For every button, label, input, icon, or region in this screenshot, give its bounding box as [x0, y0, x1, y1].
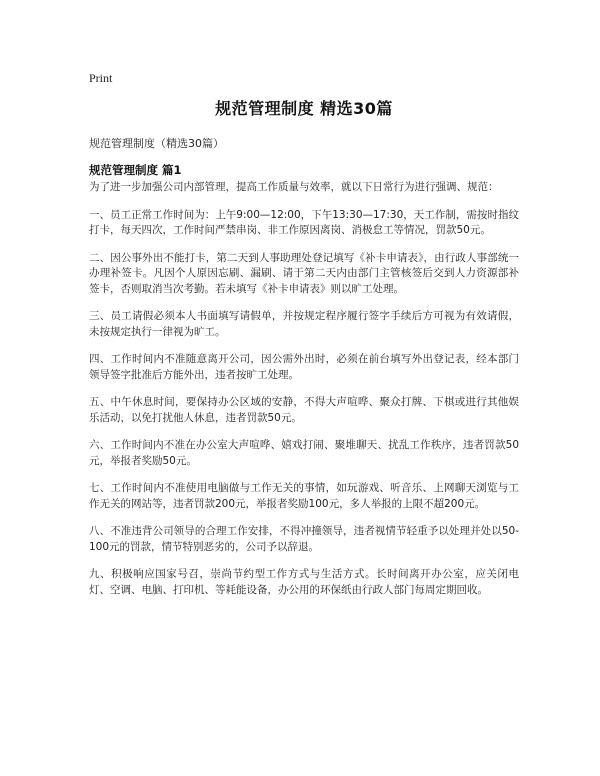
- paragraph-rule-5: 五、中午休息时间，要保持办公区域的安静，不得大声喧哗、聚众打牌、下棋或进行其他娱乐活动，以免打扰他人休息，违者罚款50元。: [89, 396, 519, 424]
- document-body: [89, 180, 519, 610]
- section-heading: 规范管理制度 篇1: [89, 163, 182, 177]
- paragraph-rule-8: 八、不准违背公司领导的合理工作安排，不得冲撞领导，违者视情节轻重予以处理并处以50-100元的罚款，情节特别恶劣的，公司予以辞退。: [89, 525, 519, 553]
- document-subtitle: 规范管理制度（精选30篇）: [89, 137, 224, 150]
- paragraph-rule-1: 一、员工正常工作时间为：上午9:00—12:00，下午13:30—17:30，天工作制，需按时指纹打卡，每天四次，工作时间严禁串岗、非工作原因离岗、消极怠工等情况，罚款50元。: [89, 208, 519, 236]
- paragraph-rule-6: 六、工作时间内不准在办公室大声喧哗、嬉戏打闹、聚堆聊天、扰乱工作秩序，违者罚款50元，举报者奖励50元。: [89, 439, 519, 467]
- paragraph-rule-9: 九、积极响应国家号召，崇尚节约型工作方式与生活方式。长时间离开办公室，应关闭电灯、空调、电脑、打印机、等耗能设备，办公用的环保纸由行政人部门每周定期回收。: [89, 568, 519, 596]
- paragraph-rule-2: 二、因公事外出不能打卡，第二天到人事助理处登记填写《补卡申请表》，由行政人事部统一办理补签卡。凡因个人原因忘刷、漏刷、请于第二天内由部门主管核签后交到人力资源部补签卡，否则取消当次考勤。若未填写《补卡申请表》则以旷工处理。: [89, 251, 519, 295]
- paragraph-rule-3: 三、员工请假必须本人书面填写请假单，并按规定程序履行签字手续后方可视为有效请假，未按规定执行一律视为旷工。: [89, 310, 519, 338]
- document-title: 规范管理制度 精选30篇: [215, 99, 393, 118]
- paragraph-intro: 为了进一步加强公司内部管理，提高工作质量与效率，就以下日常行为进行强调、规范：: [89, 181, 499, 193]
- print-label: Print: [89, 71, 113, 85]
- paragraph-rule-7: 七、工作时间内不准使用电脑做与工作无关的事情，如玩游戏、听音乐、上网聊天浏览与工作无关的网站等，违者罚款200元，举报者奖励100元，多人举报的上限不超200元。: [89, 482, 519, 510]
- paragraph-rule-4: 四、工作时间内不准随意离开公司，因公需外出时，必须在前台填写外出登记表，经本部门领导签字批准后方能外出，违者按旷工处理。: [89, 353, 519, 381]
